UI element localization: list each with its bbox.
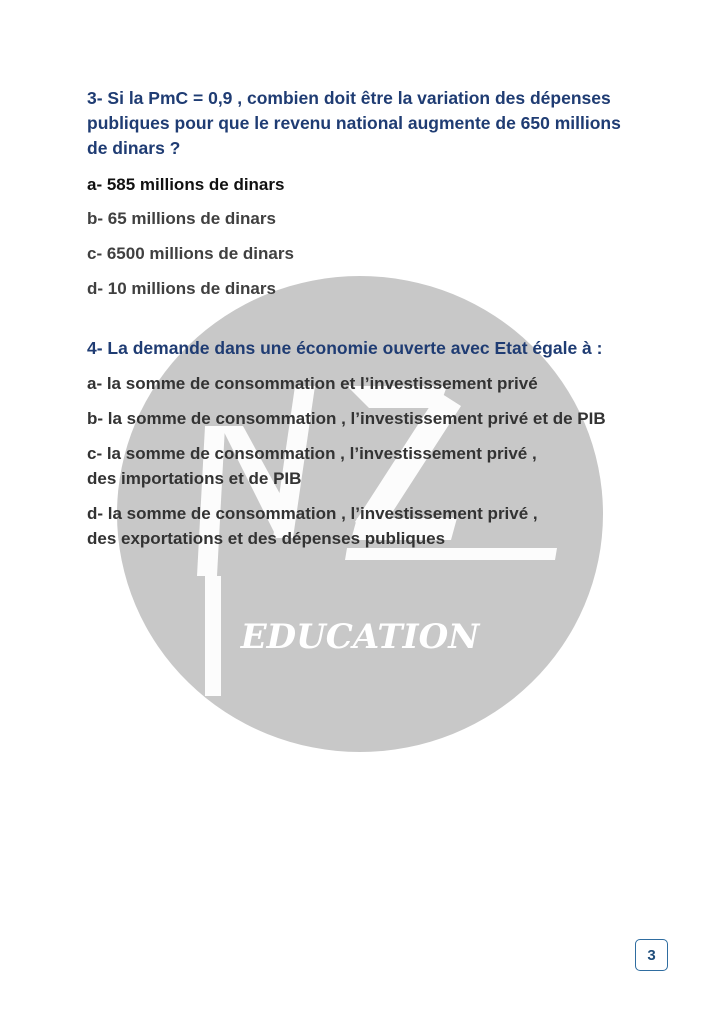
question-3-option-d: d- 10 millions de dinars	[87, 279, 276, 298]
question-3-title-line-3: de dinars ?	[87, 138, 181, 158]
question-4	[87, 336, 647, 551]
question-4-option-d	[87, 501, 647, 551]
question-3-title-line-2: publiques pour que le revenu national augmente de 650 millions	[87, 113, 621, 133]
question-4-option-d-line-1: d- la somme de consommation , l’investissement privé ,	[87, 504, 538, 523]
question-4-option-c-line-2: des importations et de PIB	[87, 469, 302, 488]
question-4-option-a: a- la somme de consommation et l’investissement privé	[87, 374, 538, 393]
question-3-option-a: a- 585 millions de dinars	[87, 175, 285, 194]
question-4-option-c-line-1: c- la somme de consommation , l’investissement privé ,	[87, 444, 537, 463]
questions-content	[87, 86, 647, 551]
question-4-option-d-line-2: des exportations et des dépenses publiques	[87, 529, 446, 548]
watermark-label: EDUCATION	[240, 617, 480, 657]
question-4-option-c	[87, 441, 647, 491]
question-4-title: 4- La demande dans une économie ouverte avec Etat égale à :	[87, 338, 603, 358]
question-3-title	[87, 86, 647, 161]
question-3-title-line-1: 3- Si la PmC = 0,9 , combien doit être la variation des dépenses	[87, 88, 611, 108]
question-3-option-b: b- 65 millions de dinars	[87, 209, 276, 228]
question-4-option-b: b- la somme de consommation , l’investissement privé et de PIB	[87, 409, 606, 428]
question-3-option-c: c- 6500 millions de dinars	[87, 244, 294, 263]
question-3	[87, 86, 647, 301]
page-number: 3	[635, 939, 668, 971]
